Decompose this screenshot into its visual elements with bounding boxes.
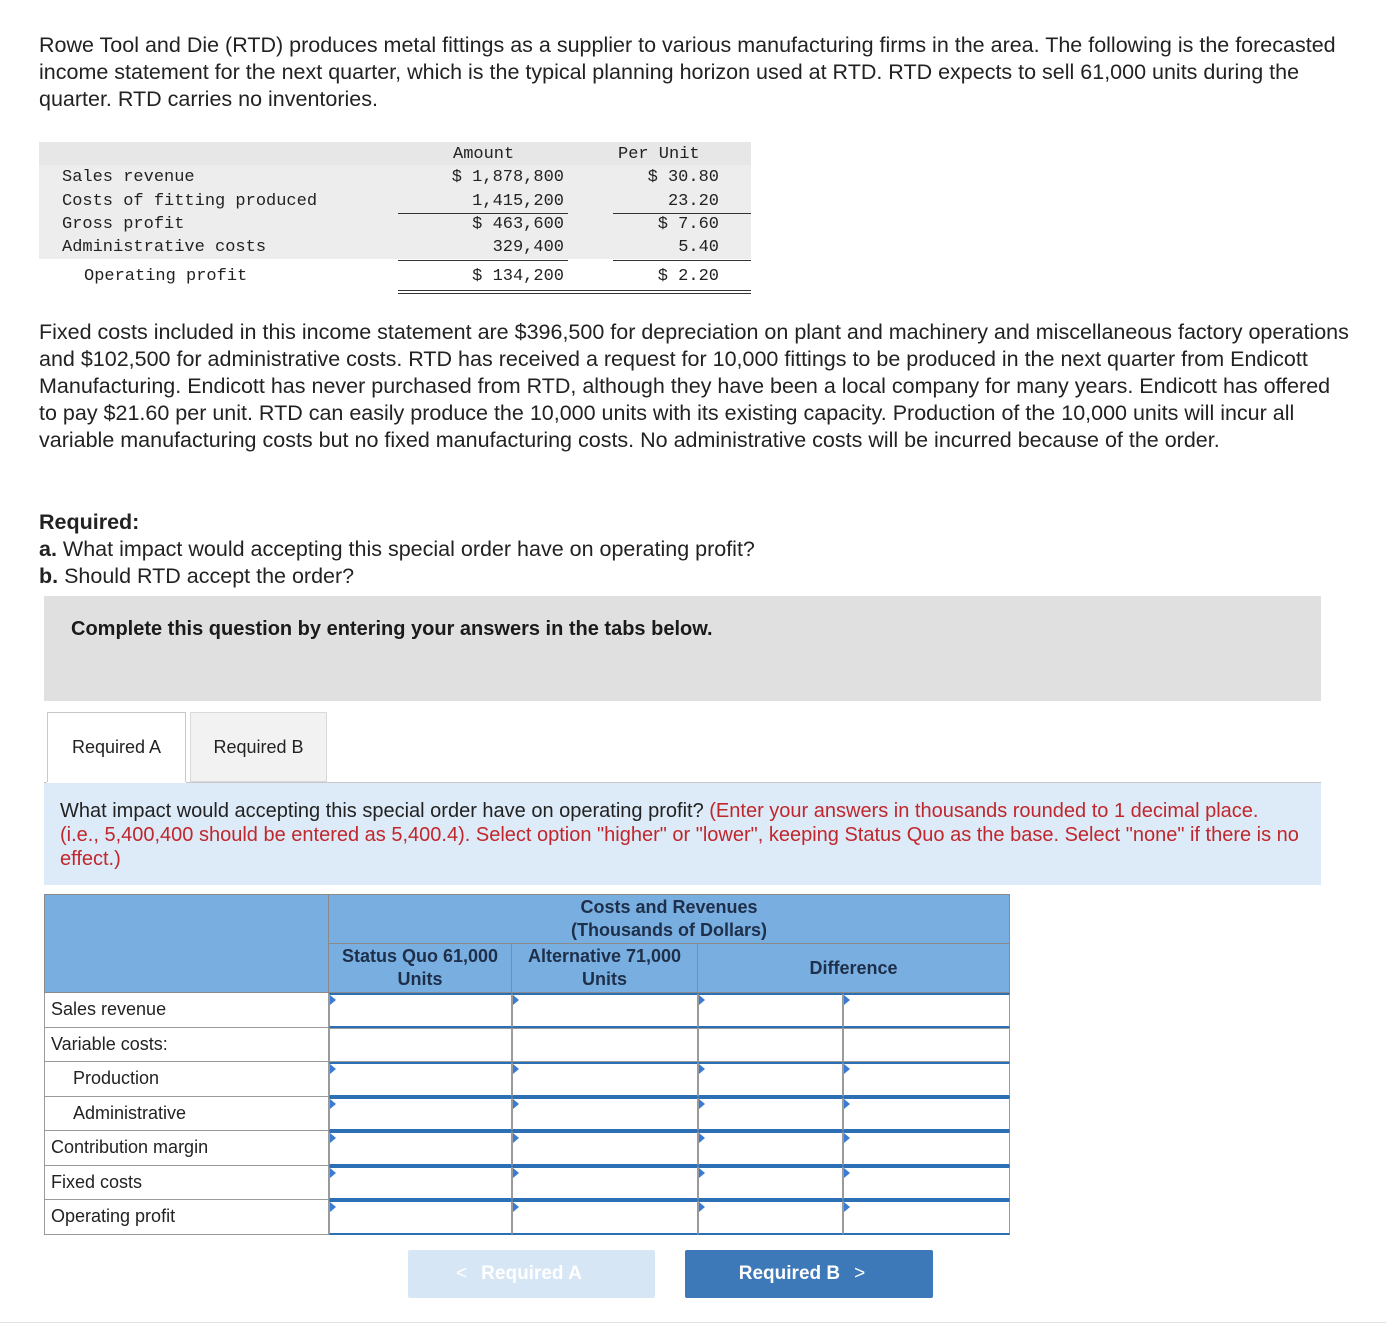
col-header-line: Units bbox=[397, 969, 443, 989]
required-a-text: What impact would accepting this special order have on operating profit? bbox=[62, 537, 755, 561]
input-marker-icon bbox=[844, 1133, 850, 1143]
alternative-input[interactable] bbox=[512, 1062, 698, 1097]
alternative-input[interactable] bbox=[512, 1097, 698, 1132]
statement-per-unit-header: Per Unit bbox=[618, 145, 700, 164]
alternative-input[interactable] bbox=[512, 1166, 698, 1201]
input-marker-icon bbox=[844, 995, 850, 1005]
input-marker-icon bbox=[699, 1099, 705, 1109]
empty-cell bbox=[329, 1028, 512, 1063]
statement-row-per-unit: $ 2.20 bbox=[657, 267, 719, 286]
status-quo-input[interactable] bbox=[329, 993, 512, 1028]
difference-select[interactable] bbox=[698, 1062, 843, 1097]
table-row-label: Administrative bbox=[44, 1097, 329, 1132]
empty-cell bbox=[512, 1028, 698, 1063]
instructions-panel bbox=[44, 783, 1321, 885]
table-corner-header bbox=[44, 894, 329, 993]
statement-row-per-unit: $ 7.60 bbox=[657, 215, 719, 234]
difference-select[interactable] bbox=[698, 1097, 843, 1132]
instructions-note: (Enter your answers in thousands rounded to 1 decimal place. (i.e., 5,400,400 should be entered as 5,400.4). Select option "higher" or "lower", keeping Status Quo as the base. Select "none" if there is no effect.) bbox=[60, 800, 1299, 870]
tab-label: Required B bbox=[213, 736, 304, 757]
statement-row-per-unit: 23.20 bbox=[667, 192, 719, 211]
table-row-label: Sales revenue bbox=[44, 993, 329, 1028]
input-marker-icon bbox=[699, 1064, 705, 1074]
input-marker-icon bbox=[699, 1133, 705, 1143]
col-header-status-quo bbox=[329, 944, 512, 993]
income-statement bbox=[39, 142, 751, 297]
input-marker-icon bbox=[844, 1099, 850, 1109]
statement-row-label: Sales revenue bbox=[62, 168, 195, 187]
statement-row-label: Costs of fitting produced bbox=[62, 192, 318, 211]
statement-row-per-unit: $ 30.80 bbox=[647, 168, 719, 187]
input-marker-icon bbox=[513, 1099, 519, 1109]
input-marker-icon bbox=[513, 1064, 519, 1074]
difference-select[interactable] bbox=[698, 993, 843, 1028]
statement-subtotal-rule bbox=[613, 213, 751, 214]
input-marker-icon bbox=[330, 995, 336, 1005]
status-quo-input[interactable] bbox=[329, 1062, 512, 1097]
status-quo-input[interactable] bbox=[329, 1097, 512, 1132]
tab-required-b[interactable] bbox=[190, 712, 327, 782]
details-paragraph: Fixed costs included in this income statement are $396,500 for depreciation on plant and machinery and miscellaneous factory operations and $102,500 for administrative costs. RTD has received a request for 10,000 fittings to be produced in the next quarter from Endicott Manufacturing. Endicott has never purchased from RTD, although they have been a local company for many years. Endicott has offered to pay $21.60 per unit. RTD can easily produce the 10,000 units with its existing capacity. Production of the 10,000 units will incur all variable manufacturing costs but no fixed manufacturing costs. No administrative costs will be incurred because of the order. bbox=[39, 320, 1349, 452]
prev-button[interactable] bbox=[408, 1250, 655, 1298]
empty-cell bbox=[698, 1028, 843, 1063]
difference-input[interactable] bbox=[843, 993, 1010, 1028]
table-row-label: Production bbox=[44, 1062, 329, 1097]
required-b-label: b. bbox=[39, 564, 59, 588]
input-marker-icon bbox=[513, 995, 519, 1005]
statement-row-label: Operating profit bbox=[84, 267, 248, 286]
statement-total-rule bbox=[398, 290, 751, 291]
statement-row-per-unit: 5.40 bbox=[678, 238, 719, 257]
input-marker-icon bbox=[513, 1168, 519, 1178]
alternative-input[interactable] bbox=[512, 1131, 698, 1166]
next-button[interactable] bbox=[685, 1250, 933, 1298]
chevron-left-icon: < bbox=[456, 1263, 468, 1284]
col-header-line: Units bbox=[582, 969, 627, 989]
required-a-label: a. bbox=[39, 537, 57, 561]
statement-total-rule bbox=[398, 293, 751, 294]
col-header-difference-label: Difference bbox=[809, 957, 898, 978]
status-quo-input[interactable] bbox=[329, 1166, 512, 1201]
difference-select[interactable] bbox=[698, 1131, 843, 1166]
input-marker-icon bbox=[330, 1168, 336, 1178]
required-heading: Required: bbox=[39, 510, 140, 534]
instructions-question: What impact would accepting this special order have on operating profit? bbox=[60, 800, 704, 822]
difference-input[interactable] bbox=[843, 1166, 1010, 1201]
answer-table bbox=[44, 894, 1010, 1235]
statement-subtotal-rule bbox=[398, 213, 568, 214]
statement-row-amount: $ 463,600 bbox=[472, 215, 564, 234]
table-row-label: Fixed costs bbox=[44, 1166, 329, 1201]
statement-subtotal-rule bbox=[398, 260, 568, 261]
statement-row-amount: 329,400 bbox=[492, 238, 564, 257]
difference-input[interactable] bbox=[843, 1131, 1010, 1166]
input-marker-icon bbox=[844, 1064, 850, 1074]
input-marker-icon bbox=[330, 1133, 336, 1143]
tab-required-a[interactable] bbox=[47, 712, 186, 782]
col-header-alternative bbox=[512, 944, 698, 993]
difference-input[interactable] bbox=[843, 1200, 1010, 1235]
complete-banner-text: Complete this question by entering your answers in the tabs below. bbox=[71, 618, 713, 640]
input-marker-icon bbox=[330, 1064, 336, 1074]
input-marker-icon bbox=[699, 995, 705, 1005]
input-marker-icon bbox=[844, 1168, 850, 1178]
group-header-line: (Thousands of Dollars) bbox=[570, 920, 767, 940]
group-header-line: Costs and Revenues bbox=[580, 897, 758, 917]
table-group-header bbox=[329, 894, 1010, 944]
input-marker-icon bbox=[330, 1202, 336, 1212]
complete-banner bbox=[44, 596, 1321, 701]
required-b-text: Should RTD accept the order? bbox=[64, 564, 355, 588]
empty-cell bbox=[843, 1028, 1010, 1063]
page-bottom-rule bbox=[0, 1322, 1386, 1323]
status-quo-input[interactable] bbox=[329, 1131, 512, 1166]
table-row-label: Contribution margin bbox=[44, 1131, 329, 1166]
next-button-label: Required B bbox=[738, 1263, 841, 1284]
difference-select[interactable] bbox=[698, 1200, 843, 1235]
statement-row-amount: $ 134,200 bbox=[472, 267, 564, 286]
col-header-difference bbox=[698, 944, 1010, 993]
statement-row-amount: 1,415,200 bbox=[472, 192, 564, 211]
statement-row-amount: $ 1,878,800 bbox=[451, 168, 564, 187]
input-marker-icon bbox=[513, 1133, 519, 1143]
input-marker-icon bbox=[330, 1099, 336, 1109]
input-marker-icon bbox=[844, 1202, 850, 1212]
difference-input[interactable] bbox=[843, 1097, 1010, 1132]
difference-input[interactable] bbox=[843, 1062, 1010, 1097]
col-header-line: Status Quo 61,000 bbox=[341, 946, 499, 966]
input-marker-icon bbox=[699, 1202, 705, 1212]
table-row-label: Operating profit bbox=[44, 1200, 329, 1235]
statement-row-label: Gross profit bbox=[62, 215, 185, 234]
statement-subtotal-rule bbox=[613, 260, 751, 261]
input-marker-icon bbox=[699, 1168, 705, 1178]
alternative-input[interactable] bbox=[512, 993, 698, 1028]
table-row-label: Variable costs: bbox=[44, 1028, 329, 1063]
chevron-right-icon: > bbox=[854, 1263, 866, 1284]
required-section bbox=[39, 509, 755, 590]
statement-row-label: Administrative costs bbox=[62, 238, 267, 257]
difference-select[interactable] bbox=[698, 1166, 843, 1201]
tab-label: Required A bbox=[71, 737, 162, 757]
prev-button-label: Required A bbox=[481, 1263, 582, 1284]
statement-amount-header: Amount bbox=[453, 145, 515, 164]
alternative-input[interactable] bbox=[512, 1200, 698, 1235]
col-header-line: Alternative 71,000 bbox=[527, 946, 682, 966]
input-marker-icon bbox=[513, 1202, 519, 1212]
intro-paragraph: Rowe Tool and Die (RTD) produces metal fittings as a supplier to various manufacturing firms in the area. The following is the forecasted income statement for the next quarter, which is the typical planning horizon used at RTD. RTD expects to sell 61,000 units during the quarter. RTD carries no inventories. bbox=[39, 33, 1336, 111]
status-quo-input[interactable] bbox=[329, 1200, 512, 1235]
